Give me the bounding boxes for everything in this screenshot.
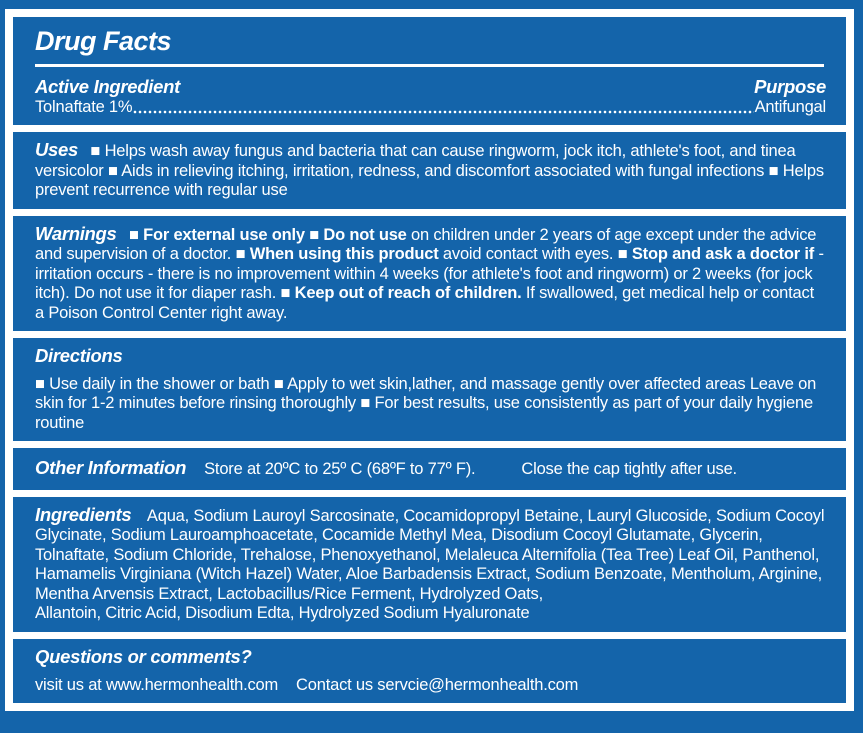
dot-leader [133,109,753,114]
active-ingredient-heading: Active Ingredient [35,75,180,97]
warnings-segment: ■ Do not use [309,225,407,244]
contact-email-text: Contact us servcie@hermonhealth.com [296,675,579,694]
uses-heading: Uses [35,139,79,161]
section-directions [13,338,846,441]
section-ingredients [13,497,846,632]
cap-instruction: Close the cap tightly after use. [521,460,737,479]
warnings-segment: - irritation occurs - there is no improvement within 4 weeks (for athlete's foot and ringworm) or 2 weeks (for jock itch). Do not use it for diaper rash. [35,245,824,303]
section-header [13,17,846,125]
warnings-segment: ■ When using this product [235,245,439,264]
directions-text: ■ Use daily in the shower or bath ■ Apply to wet skin,lather, and massage gently over affected areas Leave on skin for 1-2 minutes before rinsing thoroughly ■ For best results, use consistently as part of your daily hygiene routine [35,374,817,432]
contact-line [35,676,826,695]
section-other-information [13,448,846,489]
warnings-heading: Warnings [35,222,117,244]
directions-spacer [35,367,826,375]
active-ingredient-header-row [35,76,826,98]
drug-facts-title: Drug Facts [35,26,172,56]
storage-instruction: Store at 20ºC to 25º C (68ºF to 77º F). [204,460,476,479]
label-frame [5,9,854,711]
section-uses [13,132,846,208]
active-ingredient-value: Tolnaftate 1% [35,97,133,116]
uses-paragraph [35,139,826,200]
warnings-segment: ■ For external use only [128,225,310,244]
ingredients-text-line2: Allantoin, Citric Acid, Disodium Edta, Hydrolyzed Sodium Hyaluronate [35,604,530,623]
title-divider [35,64,824,67]
section-questions [13,639,846,703]
directions-heading: Directions [35,345,123,367]
warnings-paragraph [35,223,826,323]
warnings-segment: If swallowed, get medical help or contact a Poison Control Center right away. [35,284,814,322]
other-information-heading: Other Information [35,457,187,479]
warnings-segment: ■ Stop and ask a doctor if [617,245,815,264]
ingredients-text: Aqua, Sodium Lauroyl Sarcosinate, Cocamidopropyl Betaine, Lauryl Glucoside, Sodium Cocoyl Glycinate, Sodium Lauroamphoacetate, Cocamide Methyl Mea, Disodium Cocoyl Glutamate, Glycerin, Tolnaftate, Sodium Chloride, Trehalose, Phenoxyethanol, Melaleuca Alternifolia (Tea Tree) Leaf Oil, Panthenol, Hamamelis Virginiana (Witch Hazel) Water, Aloe Barbadensis Extract, Sodium Benzoate, Mentholum, Arginine, Mentha Arvensis Extract, Lactobacillus/Rice Ferment, Hydrolyzed Oats, [35,506,825,603]
questions-heading: Questions or comments? [35,645,252,667]
active-ingredient-value-row [35,98,826,117]
visit-url-text: visit us at www.hermonhealth.com [35,675,279,694]
ingredients-paragraph [35,504,826,624]
uses-text: ■ Helps wash away fungus and bacteria that can cause ringworm, jock itch, athlete's foot, and tinea versicolor ■ Aids in relieving itching, irritation, redness, and discomfort associated with fungal infections ■ Helps prevent recurrence with regular use [35,142,824,200]
warnings-segment: ■ Keep out of reach of children. [280,284,522,303]
purpose-value: Antifungal [754,97,826,116]
section-warnings [13,216,846,331]
questions-spacer [35,668,826,676]
warnings-segment: avoid contact with eyes. [438,245,618,264]
ingredients-heading: Ingredients [35,503,132,525]
purpose-heading: Purpose [754,75,826,97]
warnings-segment: on children under 2 years of age except under the advice and supervision of a doctor. [35,225,817,264]
